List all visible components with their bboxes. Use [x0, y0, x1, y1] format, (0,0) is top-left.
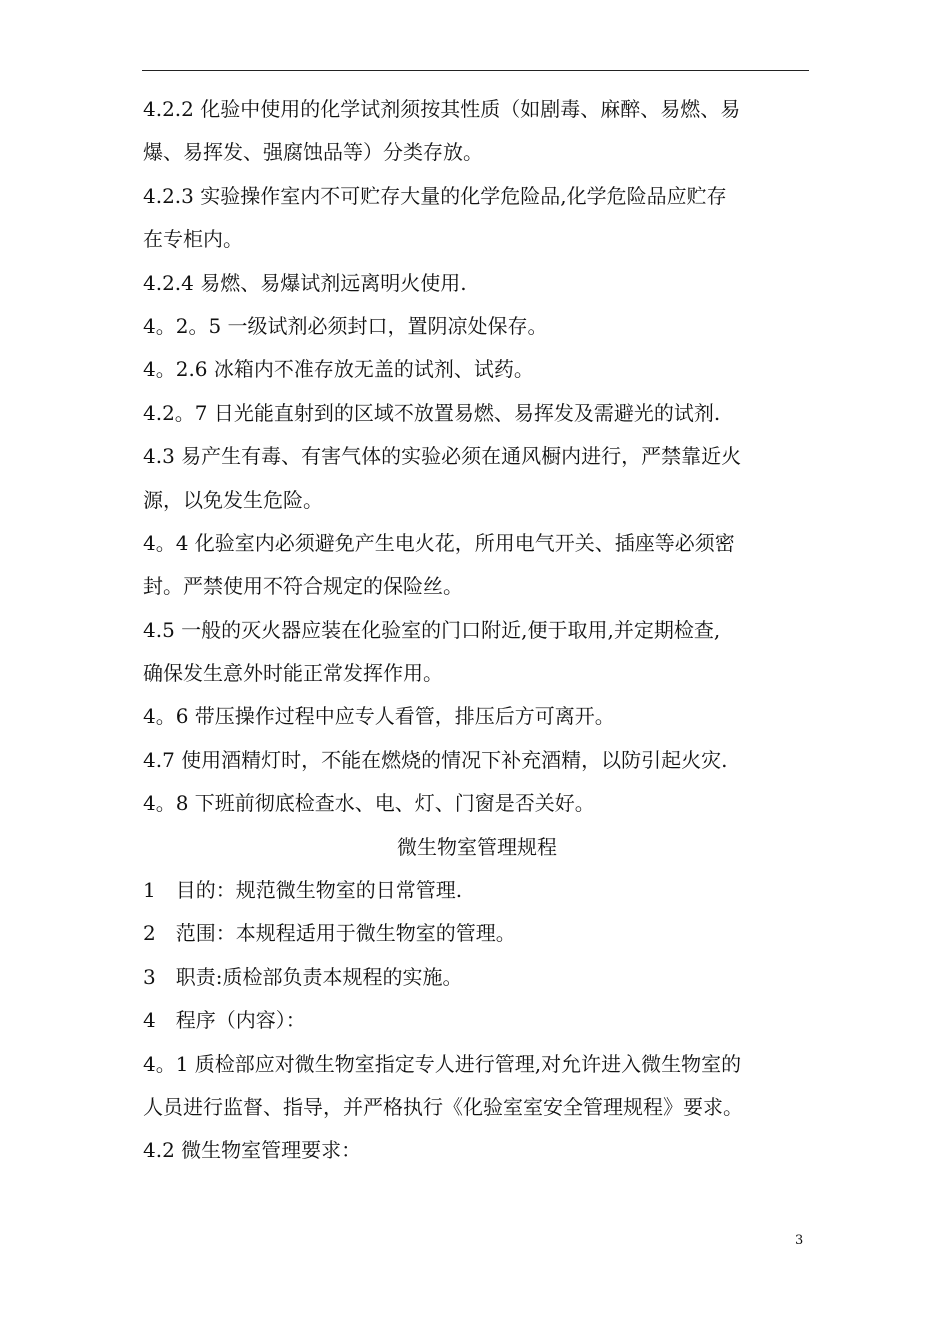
paragraph-line: 4.2 微生物室管理要求： — [143, 1138, 362, 1163]
paragraph-line: 4。4 化验室内必须避免产生电火花，所用电气开关、插座等必须密 — [143, 530, 735, 555]
paragraph-line: 1 目的：规范微生物室的日常管理. — [143, 878, 463, 903]
paragraph-line: 4 程序（内容）： — [143, 1008, 306, 1033]
paragraph-line: 4.5 一般的灭火器应装在化验室的门口附近,便于取用,并定期检查, — [143, 617, 721, 642]
paragraph-line: 4.3 易产生有毒、有害气体的实验必须在通风橱内进行，严禁靠近火 — [143, 444, 742, 469]
paragraph-line: 4.2。7 日光能直射到的区域不放置易燃、易挥发及需避光的试剂. — [143, 400, 721, 425]
page-number: 3 — [795, 1233, 804, 1248]
paragraph-line: 封。严禁使用不符合规定的保险丝。 — [143, 574, 463, 599]
paragraph-line: 2 范围：本规程适用于微生物室的管理。 — [143, 921, 516, 946]
paragraph-line: 4。2.6 冰箱内不准存放无盖的试剂、试药。 — [143, 357, 534, 382]
paragraph-line: 4。1 质检部应对微生物室指定专人进行管理,对允许进入微生物室的 — [143, 1051, 742, 1076]
document-body — [143, 88, 811, 1173]
paragraph-line: 人员进行监督、指导，并严格执行《化验室室安全管理规程》要求。 — [143, 1094, 743, 1119]
paragraph-line: 4.7 使用酒精灯时，不能在燃烧的情况下补充酒精，以防引起火灾. — [143, 747, 728, 772]
paragraph-line: 确保发生意外时能正常发挥作用。 — [143, 661, 443, 686]
section-title: 微生物室管理规程 — [397, 834, 557, 859]
paragraph-line: 4。6 带压操作过程中应专人看管，排压后方可离开。 — [143, 704, 615, 729]
paragraph-line: 4.2.3 实验操作室内不可贮存大量的化学危险品,化学危险品应贮存 — [143, 183, 727, 208]
header-rule — [142, 70, 809, 71]
paragraph-line: 在专柜内。 — [143, 227, 243, 252]
paragraph-line: 源，以免发生危险。 — [143, 487, 323, 512]
paragraph-line: 3 职责:质检部负责本规程的实施。 — [143, 964, 463, 989]
paragraph-line: 4。8 下班前彻底检查水、电、灯、门窗是否关好。 — [143, 791, 595, 816]
paragraph-line: 4.2.2 化验中使用的化学试剂须按其性质（如剧毒、麻醉、易燃、易 — [143, 97, 741, 121]
paragraph-line: 爆、易挥发、强腐蚀品等）分类存放。 — [143, 140, 483, 165]
paragraph-line: 4.2.4 易燃、易爆试剂远离明火使用. — [143, 270, 467, 295]
paragraph-line: 4。2。5 一级试剂必须封口，置阴凉处保存。 — [143, 313, 548, 338]
